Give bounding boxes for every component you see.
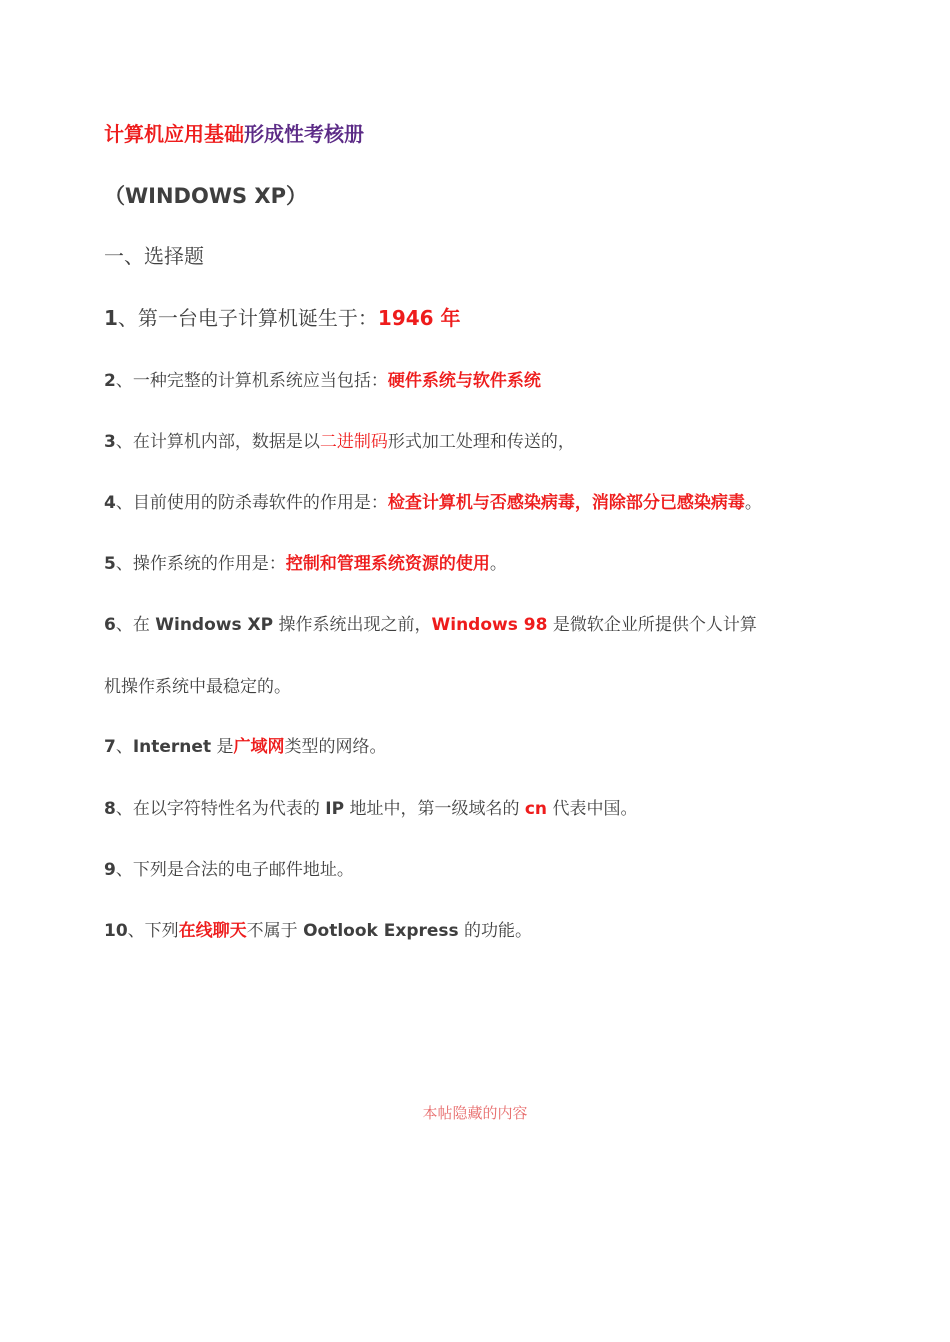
title-red-part: 计算机应用基础 bbox=[104, 122, 244, 146]
question-text-tail: 是微软企业所提供个人计算 bbox=[547, 615, 757, 635]
question-number: 10 bbox=[104, 921, 128, 941]
question-8 bbox=[104, 794, 637, 819]
question-separator: 、 bbox=[115, 371, 133, 391]
question-end: 。 bbox=[744, 493, 762, 513]
question-answer: 硬件系统与软件系统 bbox=[387, 371, 541, 391]
question-text-mid: 地址中，第一级域名的 bbox=[344, 799, 525, 819]
question-separator: 、 bbox=[115, 799, 133, 819]
question-1 bbox=[104, 302, 461, 331]
question-number: 5 bbox=[104, 554, 116, 574]
title-purple-part: 形成性考核册 bbox=[244, 122, 364, 146]
question-text-mid: 不属于 bbox=[246, 921, 304, 941]
question-text: 第一台电子计算机诞生于： bbox=[137, 306, 378, 330]
question-text-mid: 操作系统出现之前， bbox=[273, 615, 432, 635]
question-text: 在以字符特性名为代表的 bbox=[132, 799, 326, 819]
question-text-tail: 代表中国。 bbox=[547, 799, 638, 819]
question-separator: 、 bbox=[115, 860, 133, 880]
question-separator: 、 bbox=[115, 554, 133, 574]
question-text-tail: 类型的网络。 bbox=[284, 737, 387, 757]
question-number: 2 bbox=[104, 371, 116, 391]
section-heading: 一、选择题 bbox=[104, 244, 204, 268]
question-text: 一种完整的计算机系统应当包括： bbox=[132, 371, 388, 391]
question-end: 。 bbox=[489, 554, 507, 574]
question-answer: 控制和管理系统资源的使用 bbox=[285, 554, 490, 574]
question-number: 3 bbox=[104, 432, 116, 452]
question-text-tail: 形式加工处理和传送的， bbox=[387, 432, 575, 452]
question-number: 8 bbox=[104, 799, 116, 819]
question-text: 下列是合法的电子邮件地址。 bbox=[132, 860, 354, 880]
question-text-tail: 的功能。 bbox=[458, 921, 533, 941]
question-10 bbox=[104, 916, 532, 941]
question-separator: 、 bbox=[115, 615, 133, 635]
document-subtitle: （WINDOWS XP） bbox=[104, 184, 308, 208]
question-6-continuation: 机操作系统中最稳定的。 bbox=[104, 677, 291, 697]
question-text: 是 bbox=[211, 737, 234, 757]
question-text: 目前使用的防杀毒软件的作用是： bbox=[132, 493, 388, 513]
question-7 bbox=[104, 732, 386, 757]
question-term: Windows XP bbox=[155, 615, 274, 635]
question-answer: 检查计算机与否感染病毒，消除部分已感染病毒 bbox=[387, 493, 745, 513]
question-text: 在 bbox=[132, 615, 156, 635]
question-answer: 广域网 bbox=[233, 737, 285, 757]
question-text: 下列 bbox=[144, 921, 179, 941]
question-text: 操作系统的作用是： bbox=[132, 554, 286, 574]
question-answer: 二进制码 bbox=[319, 432, 388, 452]
question-separator: 、 bbox=[117, 306, 138, 330]
question-answer: 1946 年 bbox=[377, 306, 461, 330]
question-answer: cn bbox=[524, 799, 548, 819]
question-9 bbox=[104, 855, 354, 880]
question-separator: 、 bbox=[127, 921, 145, 941]
question-3 bbox=[104, 427, 575, 452]
document-title bbox=[104, 118, 364, 147]
hidden-content-note: 本帖隐藏的内容 bbox=[422, 1104, 528, 1122]
question-text: 在计算机内部，数据是以 bbox=[132, 432, 320, 452]
question-separator: 、 bbox=[115, 737, 133, 757]
question-answer: 在线聊天 bbox=[178, 921, 247, 941]
question-answer: Windows 98 bbox=[431, 615, 548, 635]
question-term: IP bbox=[325, 799, 345, 819]
question-5 bbox=[104, 549, 507, 574]
question-2 bbox=[104, 366, 541, 391]
question-number: 9 bbox=[104, 860, 116, 880]
question-number: 7 bbox=[104, 737, 116, 757]
question-6 bbox=[104, 610, 757, 635]
question-number: 4 bbox=[104, 493, 116, 513]
question-separator: 、 bbox=[115, 432, 133, 452]
question-separator: 、 bbox=[115, 493, 133, 513]
question-number: 1 bbox=[104, 306, 118, 330]
question-term: Internet bbox=[132, 737, 212, 757]
question-4 bbox=[104, 488, 762, 513]
question-number: 6 bbox=[104, 615, 116, 635]
question-term: Ootlook Express bbox=[303, 921, 459, 941]
